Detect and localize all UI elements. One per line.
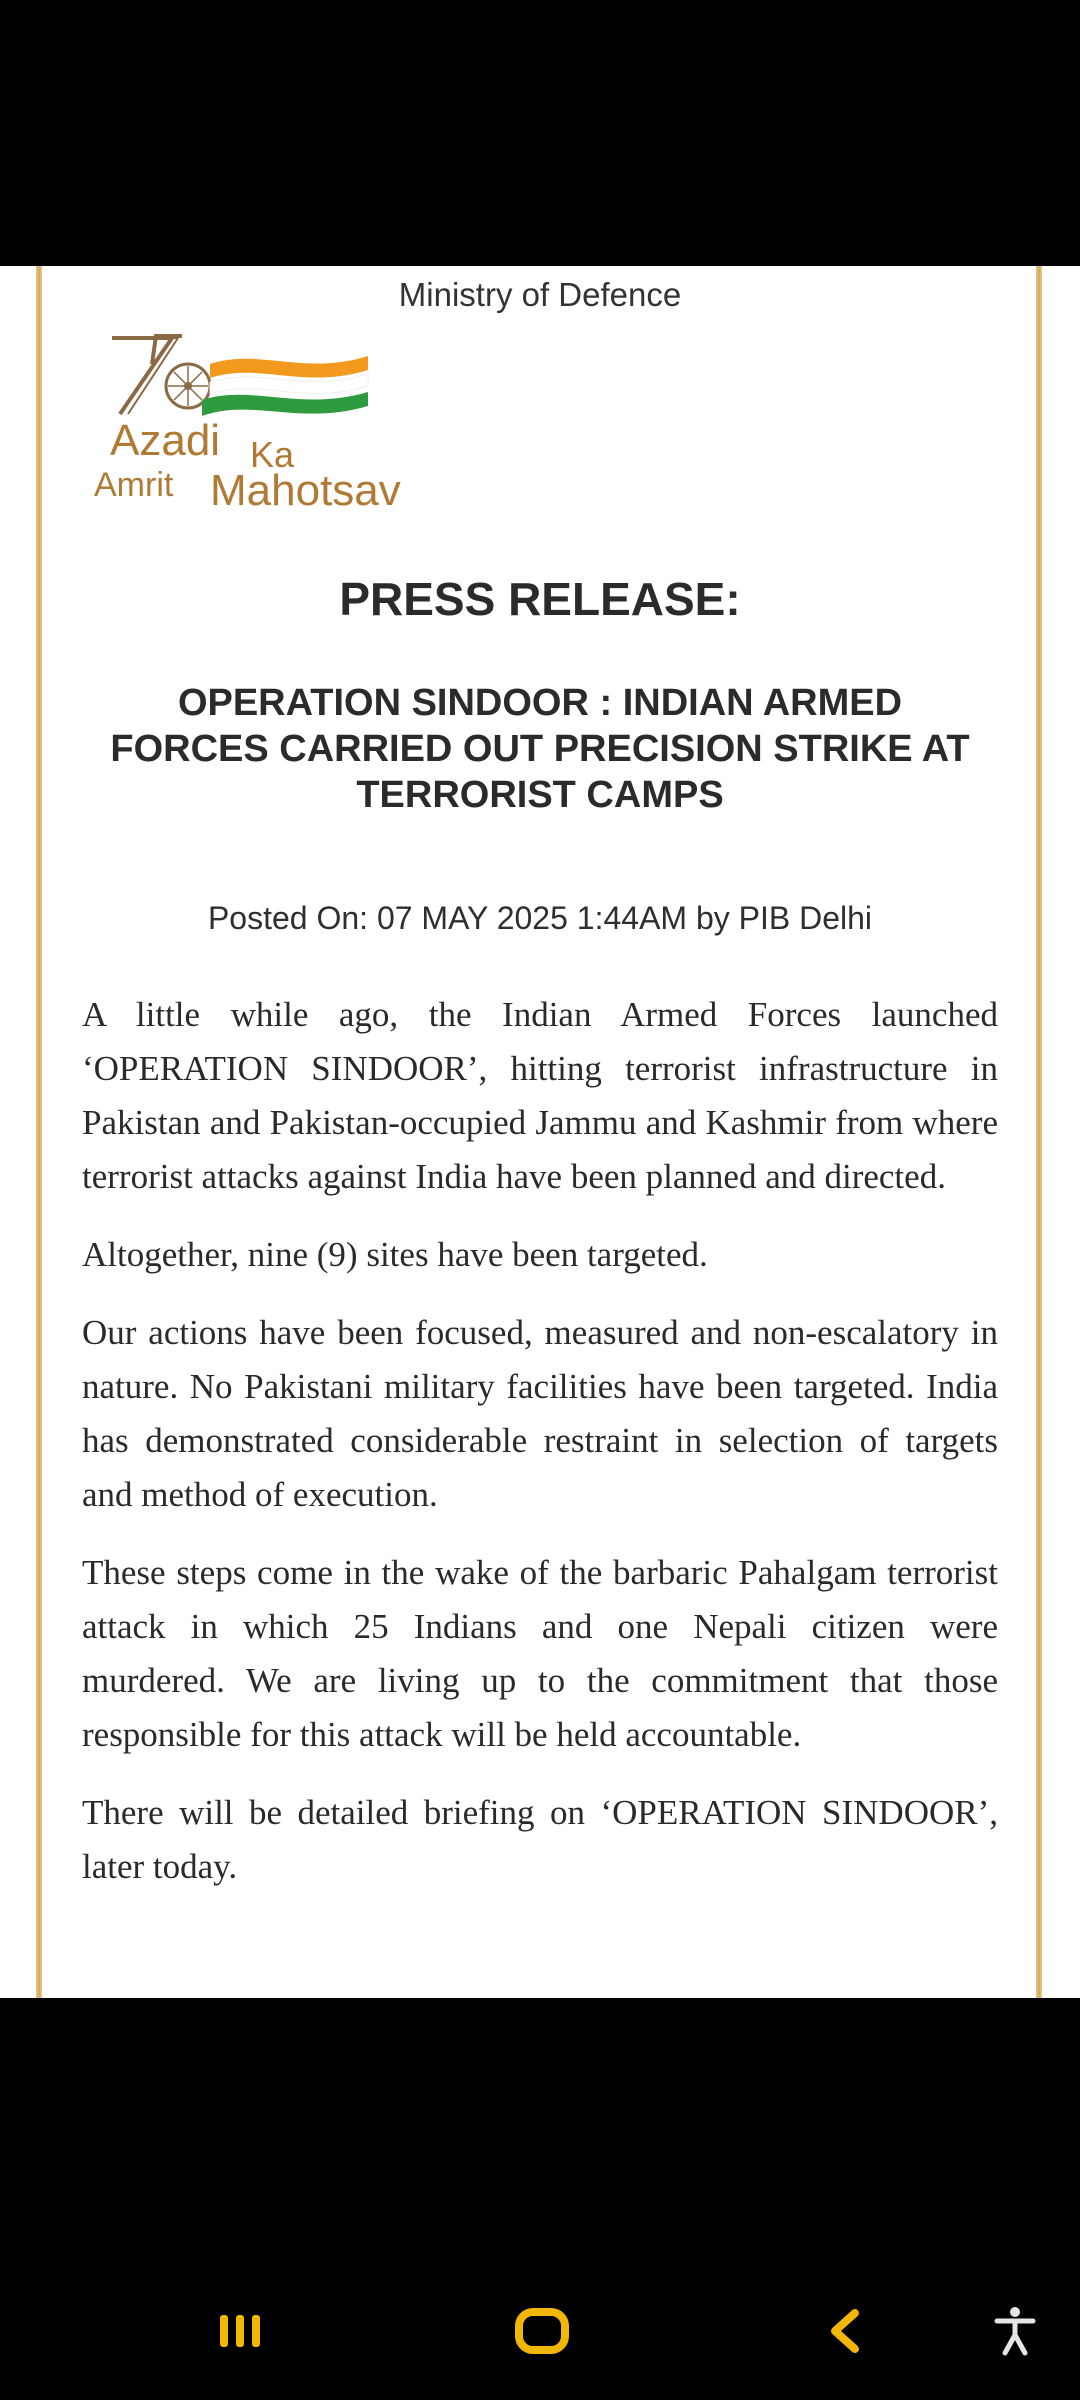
- document-right-border: [1036, 266, 1042, 1998]
- logo-text-ka: Ka: [250, 434, 295, 475]
- press-release-label: PRESS RELEASE:: [339, 573, 741, 625]
- azadi-ka-amrit-mahotsav-logo: [90, 326, 450, 526]
- paragraph-1: A little while ago, the Indian Armed Forces launched ‘OPERATION SINDOOR’, hitting terrorist infrastructure in Pakistan and Pakistan-occupied Jammu and Kashmir from where terrorist attacks against India have been planned and directed.: [82, 995, 998, 1196]
- paragraph-5: There will be detailed briefing on ‘OPERATION SINDOOR’, later today.: [82, 1793, 998, 1886]
- recent-apps-button[interactable]: [205, 2296, 275, 2366]
- home-button[interactable]: [507, 2296, 577, 2366]
- paragraph-4: These steps come in the wake of the barbaric Pahalgam terrorist attack in which 25 Indians and one Nepali citizen were murdered. We are living up to the commitment that those responsible for this attack will be held accountable.: [82, 1553, 998, 1754]
- paragraph-3: Our actions have been focused, measured and non-escalatory in nature. No Pakistani military facilities have been targeted. India has demonstrated considerable restraint in selection of targets and method of execution.: [82, 1313, 998, 1514]
- logo-text-azadi: Azadi: [110, 416, 221, 465]
- back-icon: [825, 2307, 865, 2355]
- accessibility-button[interactable]: [980, 2296, 1050, 2366]
- home-icon: [514, 2307, 570, 2355]
- logo-text-amrit: Amrit: [94, 466, 174, 504]
- press-release-body: [82, 988, 998, 1918]
- logo-text-mahotsav: Mahotsav: [210, 466, 401, 515]
- press-release-headline: OPERATION SINDOOR : INDIAN ARMED FORCES CARRIED OUT PRECISION STRIKE AT TERRORIST CAMPS: [110, 682, 970, 816]
- accessibility-icon: [993, 2305, 1037, 2357]
- posted-on-line: Posted On: 07 MAY 2025 1:44AM by PIB Delhi: [207, 900, 873, 936]
- top-black-area: [0, 0, 1080, 266]
- ministry-name: Ministry of Defence: [398, 276, 682, 313]
- paragraph-2: Altogether, nine (9) sites have been targeted.: [82, 1235, 708, 1274]
- document-left-border: [36, 266, 42, 1998]
- recent-apps-icon: [215, 2311, 265, 2351]
- back-button[interactable]: [810, 2296, 880, 2366]
- press-release-document: [0, 266, 1080, 1998]
